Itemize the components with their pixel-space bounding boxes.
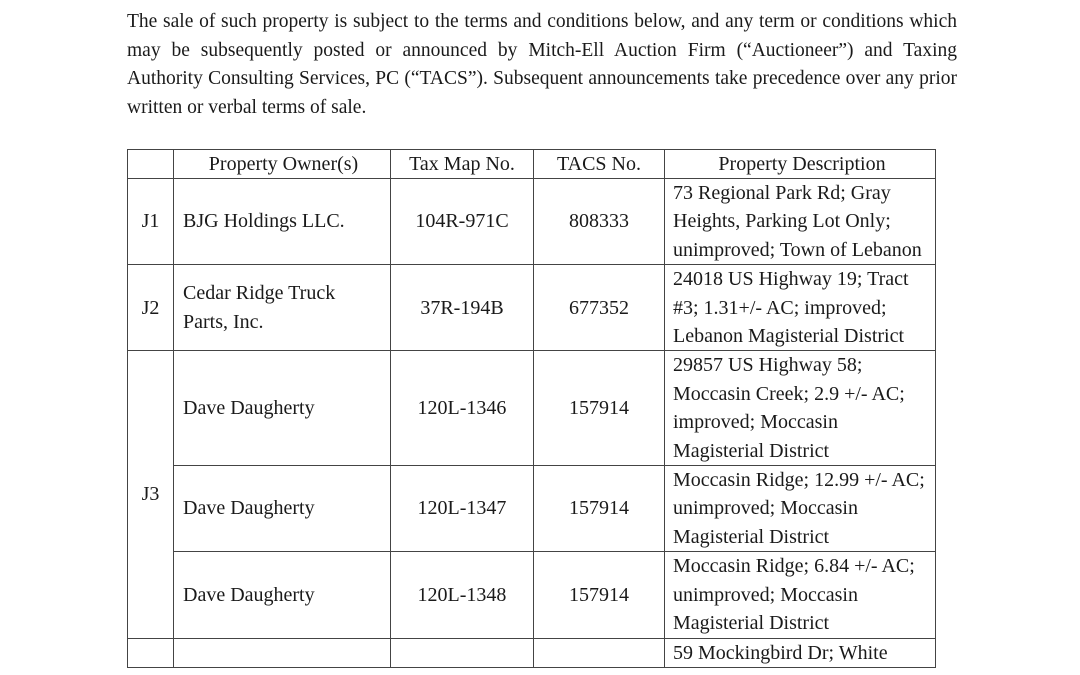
row-owner: Dave Daugherty bbox=[174, 552, 391, 638]
row-tacs: 157914 bbox=[534, 351, 665, 466]
row-tacs: 157914 bbox=[534, 552, 665, 638]
row-description: Moccasin Ridge; 12.99 +/- AC; unimproved; Moccasin Magisterial District bbox=[665, 466, 936, 552]
row-owner: Dave Daugherty bbox=[174, 466, 391, 552]
row-tacs: 677352 bbox=[534, 265, 665, 351]
header-tacs: TACS No. bbox=[534, 150, 665, 179]
property-table bbox=[127, 149, 936, 668]
row-tax-map: 120L-1348 bbox=[391, 552, 534, 638]
row-tax-map bbox=[391, 638, 534, 667]
row-description: 73 Regional Park Rd; Gray Heights, Parking Lot Only; unimproved; Town of Lebanon bbox=[665, 179, 936, 265]
row-tax-map: 120L-1346 bbox=[391, 351, 534, 466]
table-row bbox=[128, 552, 936, 638]
table-row bbox=[128, 179, 936, 265]
row-owner: BJG Holdings LLC. bbox=[174, 179, 391, 265]
table-row bbox=[128, 351, 936, 466]
table-row bbox=[128, 466, 936, 552]
row-id: J2 bbox=[128, 265, 174, 351]
table-header-row bbox=[128, 150, 936, 179]
row-id: J3 bbox=[128, 351, 174, 638]
row-description: 59 Mockingbird Dr; White bbox=[665, 638, 936, 667]
row-tacs bbox=[534, 638, 665, 667]
row-id: J1 bbox=[128, 179, 174, 265]
row-owner bbox=[174, 638, 391, 667]
row-tacs: 157914 bbox=[534, 466, 665, 552]
row-description: 24018 US Highway 19; Tract #3; 1.31+/- AC; improved; Lebanon Magisterial District bbox=[665, 265, 936, 351]
table-row bbox=[128, 265, 936, 351]
row-tacs: 808333 bbox=[534, 179, 665, 265]
row-id bbox=[128, 638, 174, 667]
row-tax-map: 37R-194B bbox=[391, 265, 534, 351]
header-owner: Property Owner(s) bbox=[174, 150, 391, 179]
row-owner: Cedar Ridge Truck Parts, Inc. bbox=[174, 265, 391, 351]
table-row bbox=[128, 638, 936, 667]
row-tax-map: 104R-971C bbox=[391, 179, 534, 265]
intro-paragraph: The sale of such property is subject to the terms and conditions below, and any term or conditions which may be subsequently posted or announced by Mitch-Ell Auction Firm (“Auctioneer”) and Taxing Authority Consulting Services, PC (“TACS”). Subsequent announcements take precedence over any prior written or verbal terms of sale. bbox=[127, 11, 957, 118]
row-owner: Dave Daugherty bbox=[174, 351, 391, 466]
header-id bbox=[128, 150, 174, 179]
header-description: Property Description bbox=[665, 150, 936, 179]
header-tax-map: Tax Map No. bbox=[391, 150, 534, 179]
row-tax-map: 120L-1347 bbox=[391, 466, 534, 552]
row-description: Moccasin Ridge; 6.84 +/- AC; unimproved; Moccasin Magisterial District bbox=[665, 552, 936, 638]
row-description: 29857 US Highway 58; Moccasin Creek; 2.9 +/- AC; improved; Moccasin Magisterial District bbox=[665, 351, 936, 466]
